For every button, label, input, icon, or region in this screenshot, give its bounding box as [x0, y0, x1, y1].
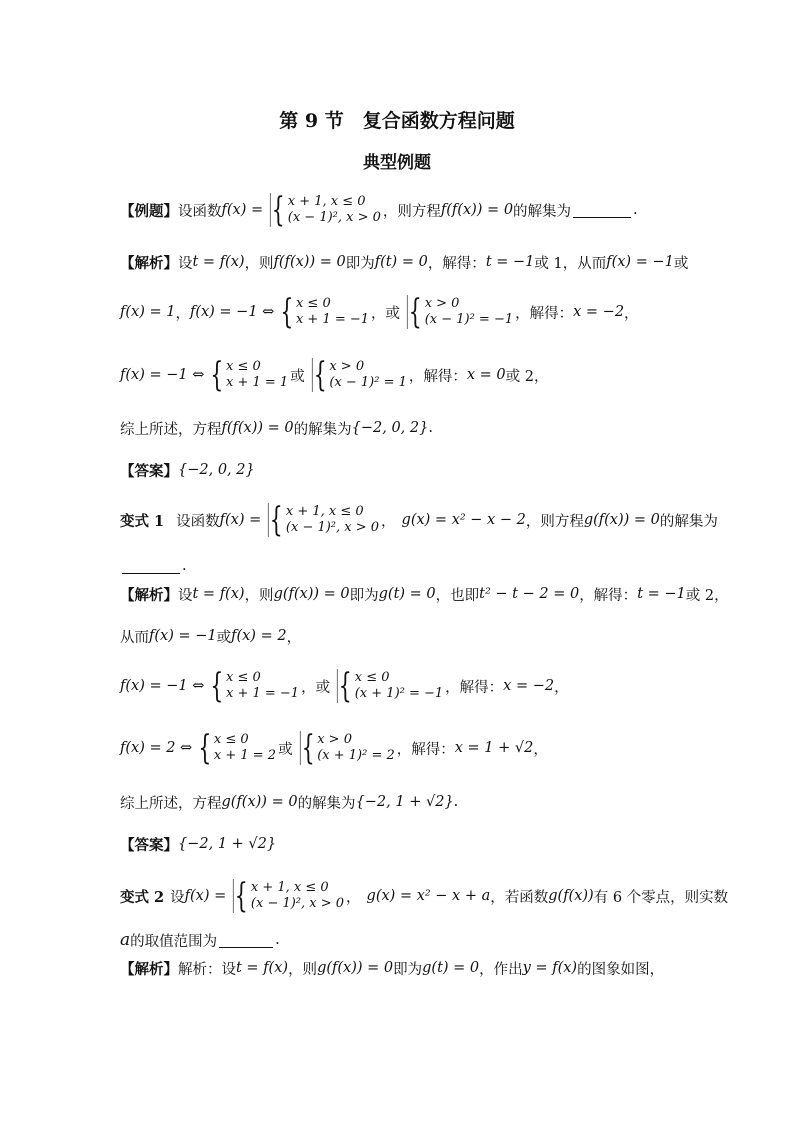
variant-1-solution-line-2: 从而 f(x) = −1 或 f(x) = 2 ， [120, 628, 302, 646]
example-problem: 【例题】 设函数 f(x) = { x + 1, x ≤ 0 (x − 1)², x > 0 ，则方程 f(f(x)) = 0 的解集为 . [120, 190, 638, 230]
section-subtitle: 典型例题 [363, 153, 431, 173]
variant-1-summary: 综上所述，方程 g(f(x)) = 0 的解集为 {−2, 1 + √2} . [120, 794, 459, 812]
piecewise-definition: { x + 1, x ≤ 0 (x − 1)², x > 0 [271, 190, 381, 230]
variant-2-problem-cont: a 的取值范围为 . [120, 930, 280, 950]
variant-1-problem: 变式 1 设函数 f(x) = { x + 1, x ≤ 0 (x − 1)², x > 0 ， g(x) = x² − x − 2 ，则方程 g(f(x)) = 0 的解集为 [120, 500, 718, 540]
answer-blank [122, 559, 180, 574]
variant-2-solution: 【解析】 解析：设 t = f(x) ，则 g(f(x)) = 0 即为 g(t) = 0 ，作出 y = f(x) 的图象如图， [120, 960, 665, 978]
variant-2-problem: 变式 2 设 f(x) = { x + 1, x ≤ 0 (x − 1)², x > 0 ， g(x) = x² − x + a ，若函数 g(f(x)) 有 6 个零点，则实数 [120, 876, 729, 916]
solution-line-2: f(x) = 1 ， f(x) = −1 ⇔ { x ≤ 0 x + 1 = −1 ，或 { x > 0 (x − 1)² = −1 ，解得： x = −2 ， [120, 292, 639, 332]
variant-1-solution-line-3: f(x) = −1 ⇔ { x ≤ 0 x + 1 = −1 ，或 { x ≤ 0 (x + 1)² = −1 ，解得： x = −2 ， [120, 666, 569, 706]
section-title: 第 9 节 复合函数方程问题 [279, 110, 515, 132]
answer-blank [573, 203, 631, 218]
solution-line-1: 【解析】 设 t = f(x) ，则 f(f(x)) = 0 即为 f(t) = 0 ，解得： t = −1 或 1，从而 f(x) = −1 或 [120, 254, 689, 272]
variant-1-answer: 【答案】 {−2, 1 + √2} [120, 836, 277, 854]
variant-1-blank: . [120, 546, 187, 586]
answer-line: 【答案】 {−2, 0, 2} [120, 462, 255, 480]
solution-summary: 综上所述，方程 f(f(x)) = 0 的解集为 {−2, 0, 2} . [120, 420, 433, 438]
answer-blank [219, 933, 273, 948]
solution-line-3: f(x) = −1 ⇔ { x ≤ 0 x + 1 = 1 或 { x > 0 (x − 1)² = 1 ，解得： x = 0 或 2， [120, 355, 549, 395]
variant-1-solution-line-4: f(x) = 2 ⇔ { x ≤ 0 x + 1 = 2 或 { x > 0 (x + 1)² = 2 ，解得： x = 1 + √2 ， [120, 728, 548, 768]
variant-1-solution-line-1: 【解析】 设 t = f(x) ，则 g(f(x)) = 0 即为 g(t) = 0 ，也即 t² − t − 2 = 0 ，解得： t = −1 或 2， [120, 586, 729, 604]
